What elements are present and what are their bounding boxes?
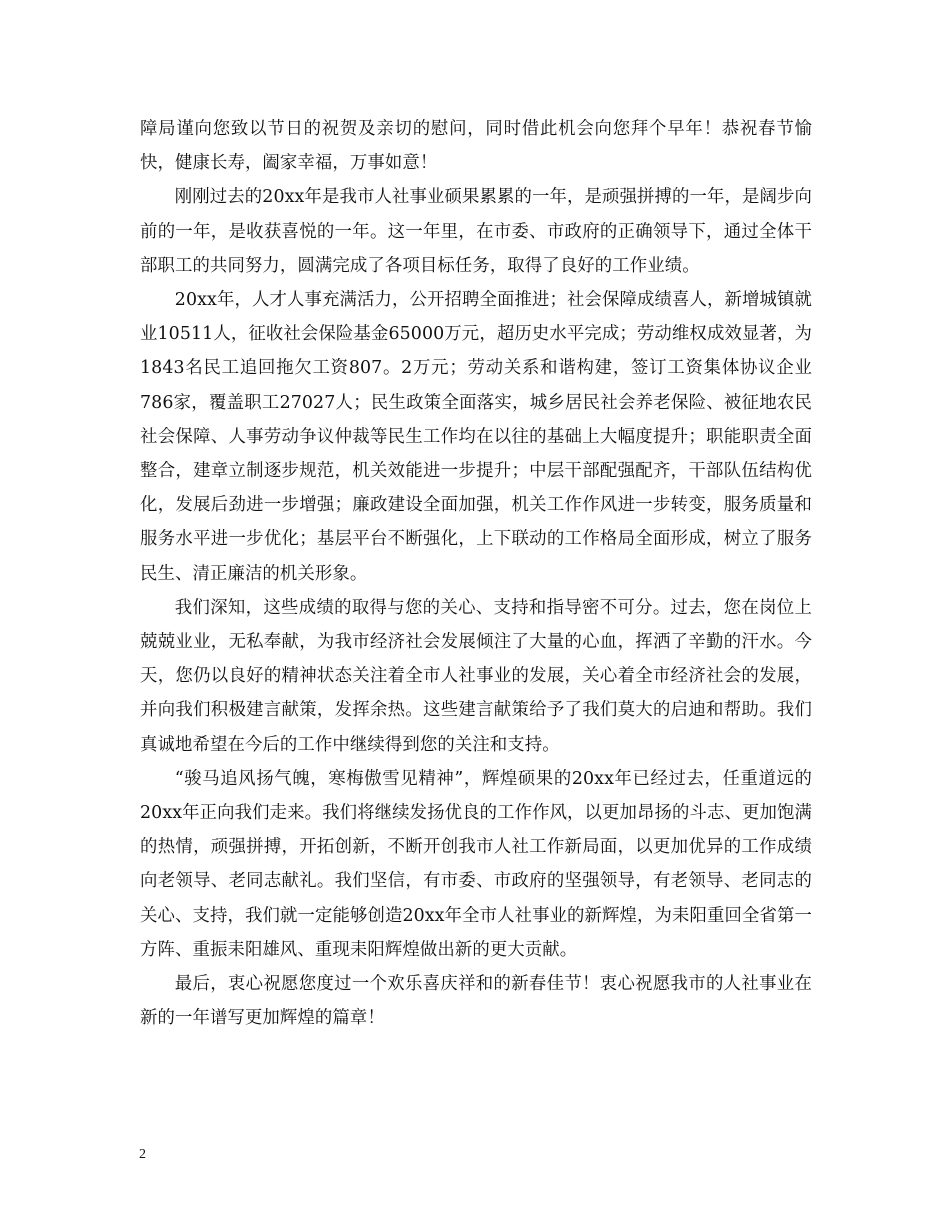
document-body [140,112,812,1035]
paragraph-outlook: “骏马追风扬气魄，寒梅傲雪见精神”，辉煌硕果的20xx年已经过去，任重道远的20xx年正向我们走来。我们将继续发扬优良的工作作风，以更加昂扬的斗志、更加饱满的热情，顽强拼搏，开拓创新，不断开创我市人社工作新局面，以更加优异的工作成绩向老领导、老同志献礼。我们坚信，有市委、市政府的坚强领导，有老领导、老同志的关心、支持，我们就一定能够创造20xx年全市人社事业的新辉煌，为耒阳重回全省第一方阵、重振耒阳雄风、重现耒阳辉煌做出新的更大贡献。 [140,768,812,960]
paragraph-achievements: 20xx年，人才人事充满活力，公开招聘全面推进；社会保障成绩喜人，新增城镇就业10511人，征收社会保险基金65000万元，超历史水平完成；劳动维权成效显著，为1843名民工追回拖欠工资807。2万元；劳动关系和谐构建，签订工资集体协议企业786家，覆盖职工27027人；民生政策全面落实，城乡居民社会养老保险、被征地农民社会保障、人事劳动争议仲裁等民生工作均在以往的基础上大幅度提升；职能职责全面整合，建章立制逐步规范，机关效能进一步提升；中层干部配强配齐，干部队伍结构优化，发展后劲进一步增强；廉政建设全面加强，机关工作作风进一步转变，服务质量和服务水平进一步优化；基层平台不断强化，上下联动的工作格局全面形成，树立了服务民生、清正廉洁的机关形象。 [140,290,812,584]
page-number: 2 [139,1147,146,1162]
paragraph-closing-wishes: 最后，衷心祝愿您度过一个欢乐喜庆祥和的新春佳节！衷心祝愿我市的人社事业在新的一年谱写更加辉煌的篇章！ [140,974,812,1029]
paragraph-year-review: 刚刚过去的20xx年是我市人社事业硕果累累的一年，是顽强拼搏的一年，是阔步向前的一年，是收获喜悦的一年。这一年里，在市委、市政府的正确领导下，通过全体干部职工的共同努力，圆满完成了各项目标任务，取得了良好的工作业绩。 [140,187,812,276]
paragraph-gratitude: 我们深知，这些成绩的取得与您的关心、支持和指导密不可分。过去，您在岗位上兢兢业业，无私奉献，为我市经济社会发展倾注了大量的心血，挥洒了辛勤的汗水。今天，您仍以良好的精神状态关注着全市人社事业的发展，关心着全市经济社会的发展，并向我们积极建言献策，发挥余热。这些建言献策给予了我们莫大的启迪和帮助。我们真诚地希望在今后的工作中继续得到您的关注和支持。 [140,597,812,755]
paragraph-greeting-continuation: 障局谨向您致以节日的祝贺及亲切的慰问，同时借此机会向您拜个早年！恭祝春节愉快，健康长寿，阖家幸福，万事如意！ [140,119,812,174]
